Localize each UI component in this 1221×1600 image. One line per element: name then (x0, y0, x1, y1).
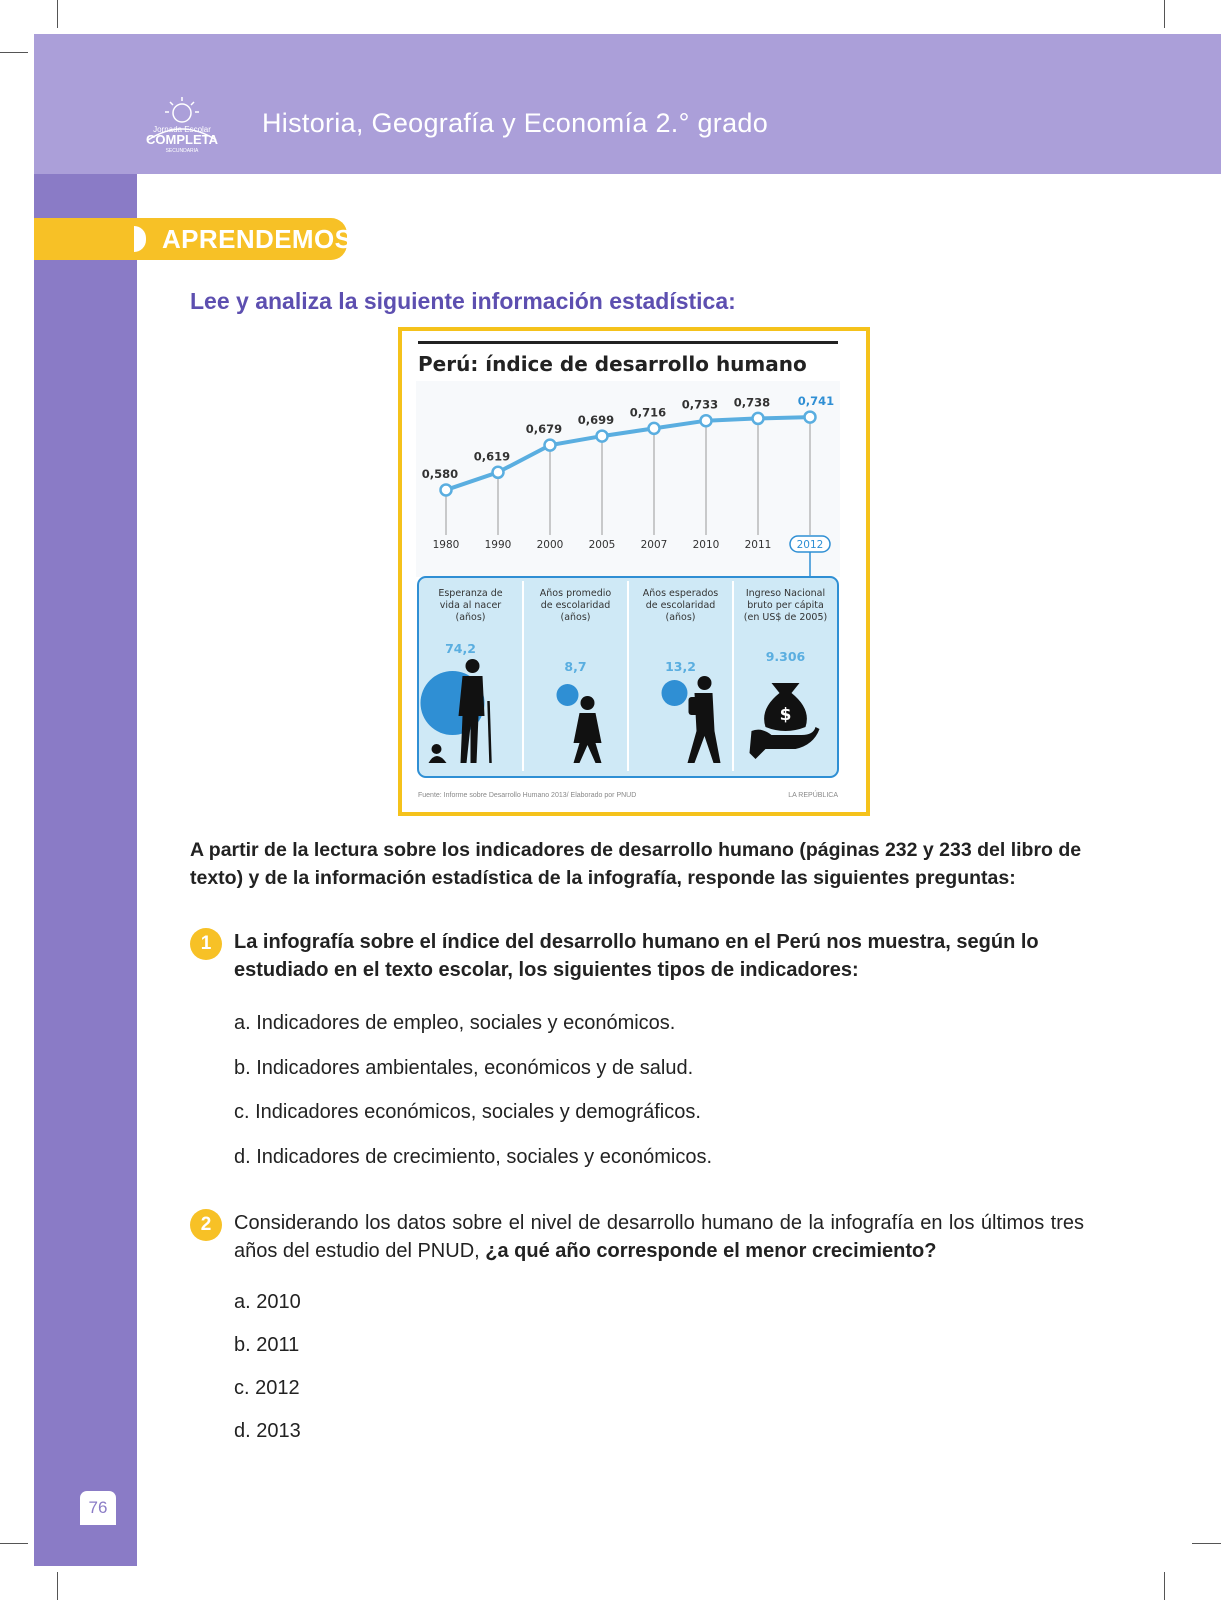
indicator-label: (en US$ de 2005) (743, 612, 828, 623)
indicator-label: Años esperados (642, 588, 719, 599)
infographic-source: Fuente: Informe sobre Desarrollo Humano 2013/ Elaborado por PNUD (418, 792, 637, 799)
question-1-number: 1 (190, 928, 222, 960)
question-2-option-c: c. 2012 (234, 1377, 300, 1399)
crop-mark (57, 0, 58, 28)
data-point (597, 431, 608, 442)
crop-mark (1192, 1543, 1221, 1544)
year-label: 2012 (796, 539, 824, 551)
indicator-label: bruto per cápita (747, 600, 824, 611)
crop-mark (57, 1572, 58, 1600)
data-point (805, 412, 816, 423)
page-number: 76 (80, 1491, 116, 1525)
logo-line2: COMPLETA (146, 132, 218, 147)
question-2-number: 2 (190, 1209, 222, 1241)
data-point (493, 467, 504, 478)
logo-line3: SECUNDARIA (165, 148, 199, 154)
data-point (441, 484, 452, 495)
year-label: 2010 (692, 539, 720, 551)
data-point (701, 415, 712, 426)
indicator-label: Ingreso Nacional (745, 588, 826, 599)
value-label: 0,699 (577, 413, 615, 428)
crop-mark (0, 52, 28, 53)
crop-mark (0, 1543, 28, 1544)
indicator-label: vida al nacer (439, 600, 502, 611)
question-1-option-c: c. Indicadores económicos, sociales y demográficos. (234, 1101, 701, 1123)
indicator-value: 8,7 (564, 659, 587, 674)
value-label: 0,716 (629, 405, 667, 420)
question-2-text-plain: Considerando los datos sobre el nivel de desarrollo humano de la infografía en los últimos tres años del estudio del PNUD, (234, 1212, 1084, 1262)
infographic (398, 327, 870, 816)
question-2-option-d: d. 2013 (234, 1420, 301, 1442)
year-label: 2007 (640, 539, 668, 551)
question-2-option-b: b. 2011 (234, 1334, 300, 1356)
crop-mark (1164, 1572, 1165, 1600)
indicator-label: (años) (665, 612, 696, 623)
title-rule (418, 341, 838, 344)
lead-paragraph: A partir de la lectura sobre los indicadores de desarrollo humano (páginas 232 y 233 del libro de texto) y de la información estadística de la infografía, responde las siguientes preguntas: (190, 839, 1082, 889)
question-2-text-bold: ¿a qué año corresponde el menor crecimiento? (485, 1240, 937, 1262)
indicator-label: de escolaridad (645, 600, 716, 611)
value-label: 0,733 (681, 397, 719, 412)
jornada-escolar-logo (142, 96, 222, 154)
value-label: 0,580 (421, 466, 459, 481)
value-label: 0,741 (797, 394, 835, 409)
intro-heading: Lee y analiza la siguiente información estadística: (190, 288, 736, 314)
indicator-value: 13,2 (665, 659, 696, 674)
year-label: 1990 (484, 539, 512, 551)
data-point (753, 413, 764, 424)
year-label: 1980 (432, 539, 460, 551)
indicator-label: (años) (455, 612, 486, 623)
value-label: 0,619 (473, 449, 511, 464)
value-label: 0,679 (525, 422, 563, 437)
indicator-label: (años) (560, 612, 591, 623)
indicator-label: Años promedio (539, 588, 612, 599)
data-point (649, 423, 660, 434)
year-label: 2011 (744, 539, 772, 551)
question-2-option-a: a. 2010 (234, 1291, 301, 1313)
crop-mark (1164, 0, 1165, 28)
indicator-value: 74,2 (445, 641, 476, 656)
infographic-credit: LA REPÚBLICA (788, 792, 838, 799)
left-margin-strip (34, 174, 137, 1566)
logo-line1: Jornada Escolar (153, 125, 211, 134)
subject-title: Historia, Geografía y Economía 2.° grado (262, 108, 769, 138)
infographic-title: Perú: índice de desarrollo humano (418, 352, 807, 376)
indicator-label: Esperanza de (438, 588, 503, 599)
question-2-text (234, 1209, 1084, 1265)
question-1-option-b: b. Indicadores ambientales, económicos y de salud. (234, 1057, 694, 1079)
year-label: 2000 (536, 539, 564, 551)
section-label: APRENDEMOS (162, 224, 353, 254)
question-1-option-d: d. Indicadores de crecimiento, sociales y económicos. (234, 1146, 713, 1168)
dollar-sign: $ (779, 705, 792, 725)
value-label: 0,738 (733, 395, 771, 410)
year-label: 2005 (588, 539, 616, 551)
indicator-label: de escolaridad (540, 600, 611, 611)
indicator-value: 9.306 (765, 649, 806, 664)
data-point (545, 440, 556, 451)
question-1-option-a: a. Indicadores de empleo, sociales y económicos. (234, 1012, 676, 1034)
question-1-text: La infografía sobre el índice del desarrollo humano en el Perú nos muestra, según lo estudiado en el texto escolar, los siguientes tipos de indicadores: (234, 931, 1039, 981)
